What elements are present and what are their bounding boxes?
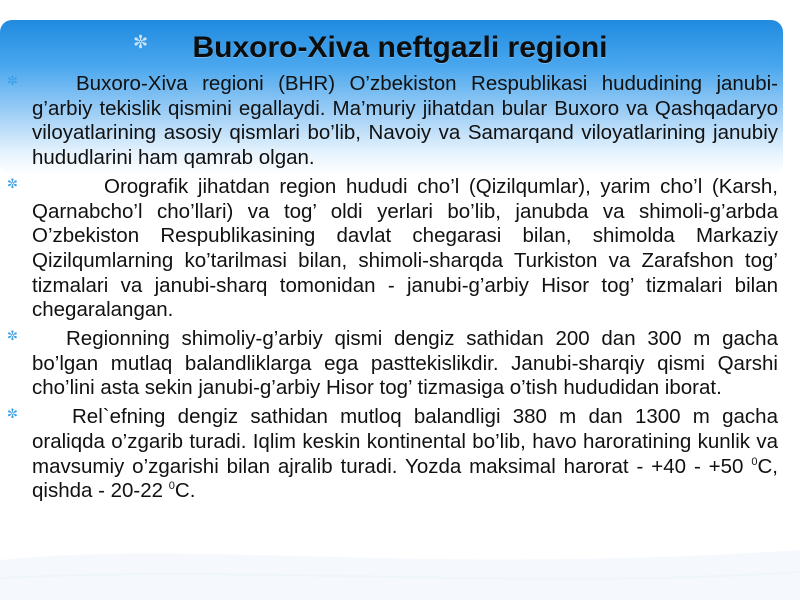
- paragraph-text: C, qishda - 20-22: [32, 454, 778, 503]
- paragraph-relief-climate: [0, 405, 800, 504]
- paragraph-text: Orografik jihatdan region hududi cho’l (Qizilqumlar), yarim cho’l (Karsh, Qarnabcho’l cho’llari) va tog’ oldi yerlari bo’lib, janubda va shimoli-g’arbda O’zbekiston Respublikasining davlat chegarasi bilan, shimolda Markaziy Qizilqumlarning ko’tarilmasi bilan, shimoli-sharqda Turkiston va Zarafshon tog’ tizmalari va janubi-sharq tomonidan - janubi-g’arbiy Hisor tog’ tizmalari bilan chegaralangan.: [32, 174, 778, 322]
- slide-content: [0, 72, 800, 508]
- slide-title: Buxoro-Xiva neftgazli regioni: [192, 31, 608, 64]
- asterisk-star-icon: ✼: [7, 328, 18, 344]
- degree-superscript: 0: [751, 455, 758, 468]
- footer-decoration: [0, 520, 800, 600]
- paragraph-text: Regionning shimoliy-g’arbiy qismi dengiz sathidan 200 dan 300 m gacha bo’lgan mutlaq balandliklarga ega pasttekislikdir. Janubi-sharqiy qismi Qarshi cho’lini asta sekin janubi-g’arbiy Hisor tog’ tizmasiga o’tish hududidan iborat.: [32, 327, 778, 400]
- paragraph-orography: [0, 175, 800, 323]
- paragraph-region-overview: [0, 72, 800, 171]
- title-star-icon: ✼: [133, 32, 149, 52]
- asterisk-star-icon: ✼: [7, 406, 18, 422]
- paragraph-northwest-part: [0, 327, 800, 401]
- paragraph-text: Buxoro-Xiva regioni (BHR) O’zbekiston Respublikasi hududining janubi-g’arbiy tekislik qismini egallaydi. Ma’muriy jihatdan bular Buxoro va Qashqadaryo viloyatlarining asosiy qismlari bo’lib, Navoiy va Samarqand viloyatlarining janubiy hududlarini ham qamrab olgan.: [32, 72, 778, 170]
- degree-superscript: 0: [168, 480, 175, 493]
- paragraph-text: Rel`efning dengiz sathidan mutloq balandligi 380 m dan 1300 m gacha oraliqda o’zgarib turadi. Iqlim keskin kontinental bo’lib, havo haroratining kunlik va mavsumiy o’zgarishi bilan ajralib turadi. Yozda maksimal harorat - +40 - +50: [32, 405, 778, 478]
- paragraph-text: C.: [174, 479, 196, 503]
- asterisk-star-icon: ✼: [7, 175, 18, 191]
- asterisk-star-icon: ✼: [7, 73, 18, 88]
